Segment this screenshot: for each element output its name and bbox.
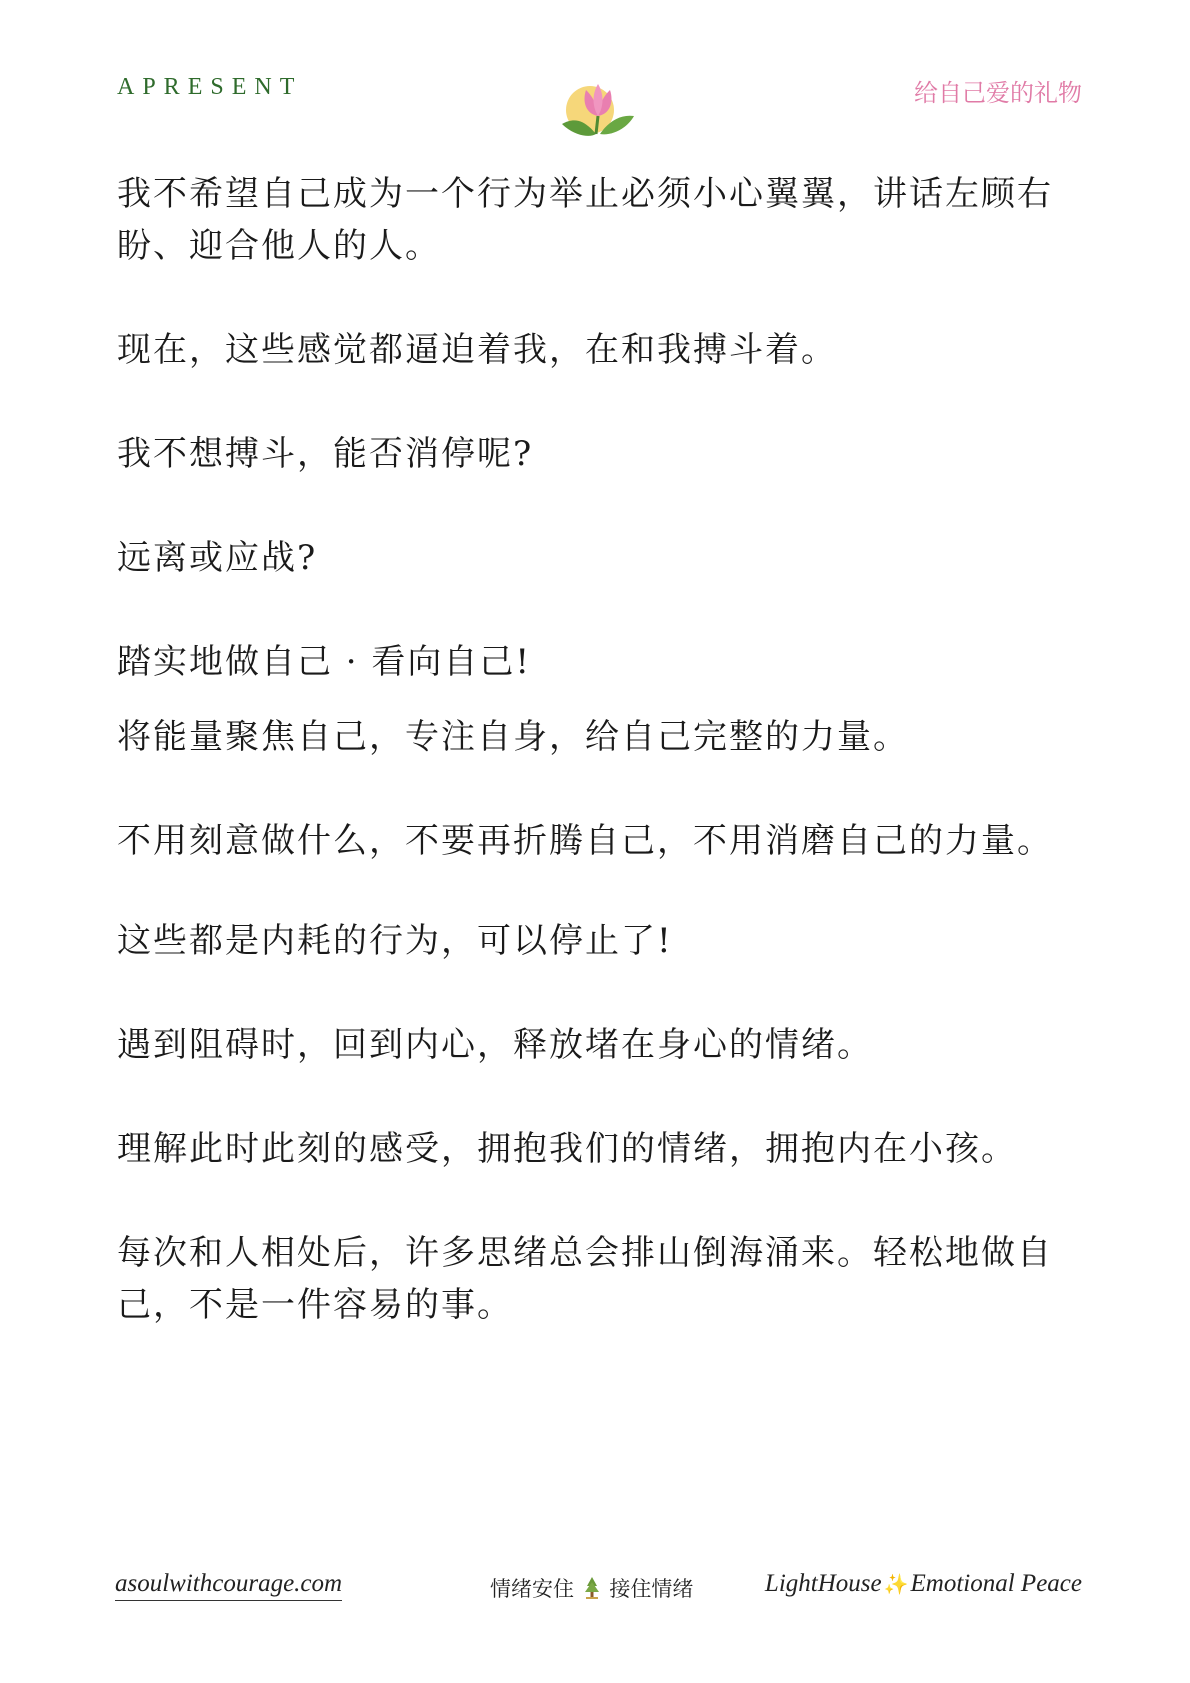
paragraph: 不用刻意做什么，不要再折腾自己，不用消磨自己的力量。	[117, 821, 1053, 861]
paragraph: 我不希望自己成为一个行为举止必须小心翼翼，讲话左顾右盼、迎合他人的人。	[117, 174, 1053, 266]
brand-lighthouse: LightHouse	[764, 1570, 882, 1597]
tagline: 给自己爱的礼物	[914, 79, 1082, 107]
paragraph: 将能量聚焦自己，专注自身，给自己完整的力量。	[117, 717, 909, 757]
article-body	[117, 168, 1077, 1331]
page-header	[0, 0, 1190, 160]
lotus-logo-icon	[556, 76, 640, 148]
paragraph: 远离或应战?	[117, 538, 318, 578]
paragraph: 我不想搏斗，能否消停呢?	[117, 434, 534, 474]
brand-name: APRESENT	[117, 74, 303, 100]
website-link[interactable]: asoulwithcourage.com	[115, 1570, 342, 1601]
slogan-right: 接住情绪	[609, 1577, 694, 1601]
page-footer	[0, 1560, 1190, 1620]
footer-slogan	[490, 1573, 693, 1603]
slogan-left: 情绪安住	[490, 1577, 574, 1601]
sparkle-icon: ✨	[883, 1574, 909, 1596]
paragraph: 遇到阻碍时，回到内心，释放堵在身心的情绪。	[117, 1025, 873, 1065]
paragraph: 现在，这些感觉都逼迫着我，在和我搏斗着。	[117, 330, 837, 370]
pine-tree-icon	[583, 1576, 601, 1600]
paragraph: 踏实地做自己 · 看向自己!	[117, 642, 532, 682]
paragraph: 每次和人相处后，许多思绪总会排山倒海涌来。轻松地做自己，不是一件容易的事。	[117, 1233, 1053, 1325]
paragraph: 这些都是内耗的行为，可以停止了!	[117, 921, 673, 961]
brand-emotional-peace: Emotional Peace	[910, 1570, 1082, 1597]
paragraph: 理解此时此刻的感受，拥抱我们的情绪，拥抱内在小孩。	[117, 1129, 1017, 1169]
footer-brand	[765, 1570, 1082, 1598]
